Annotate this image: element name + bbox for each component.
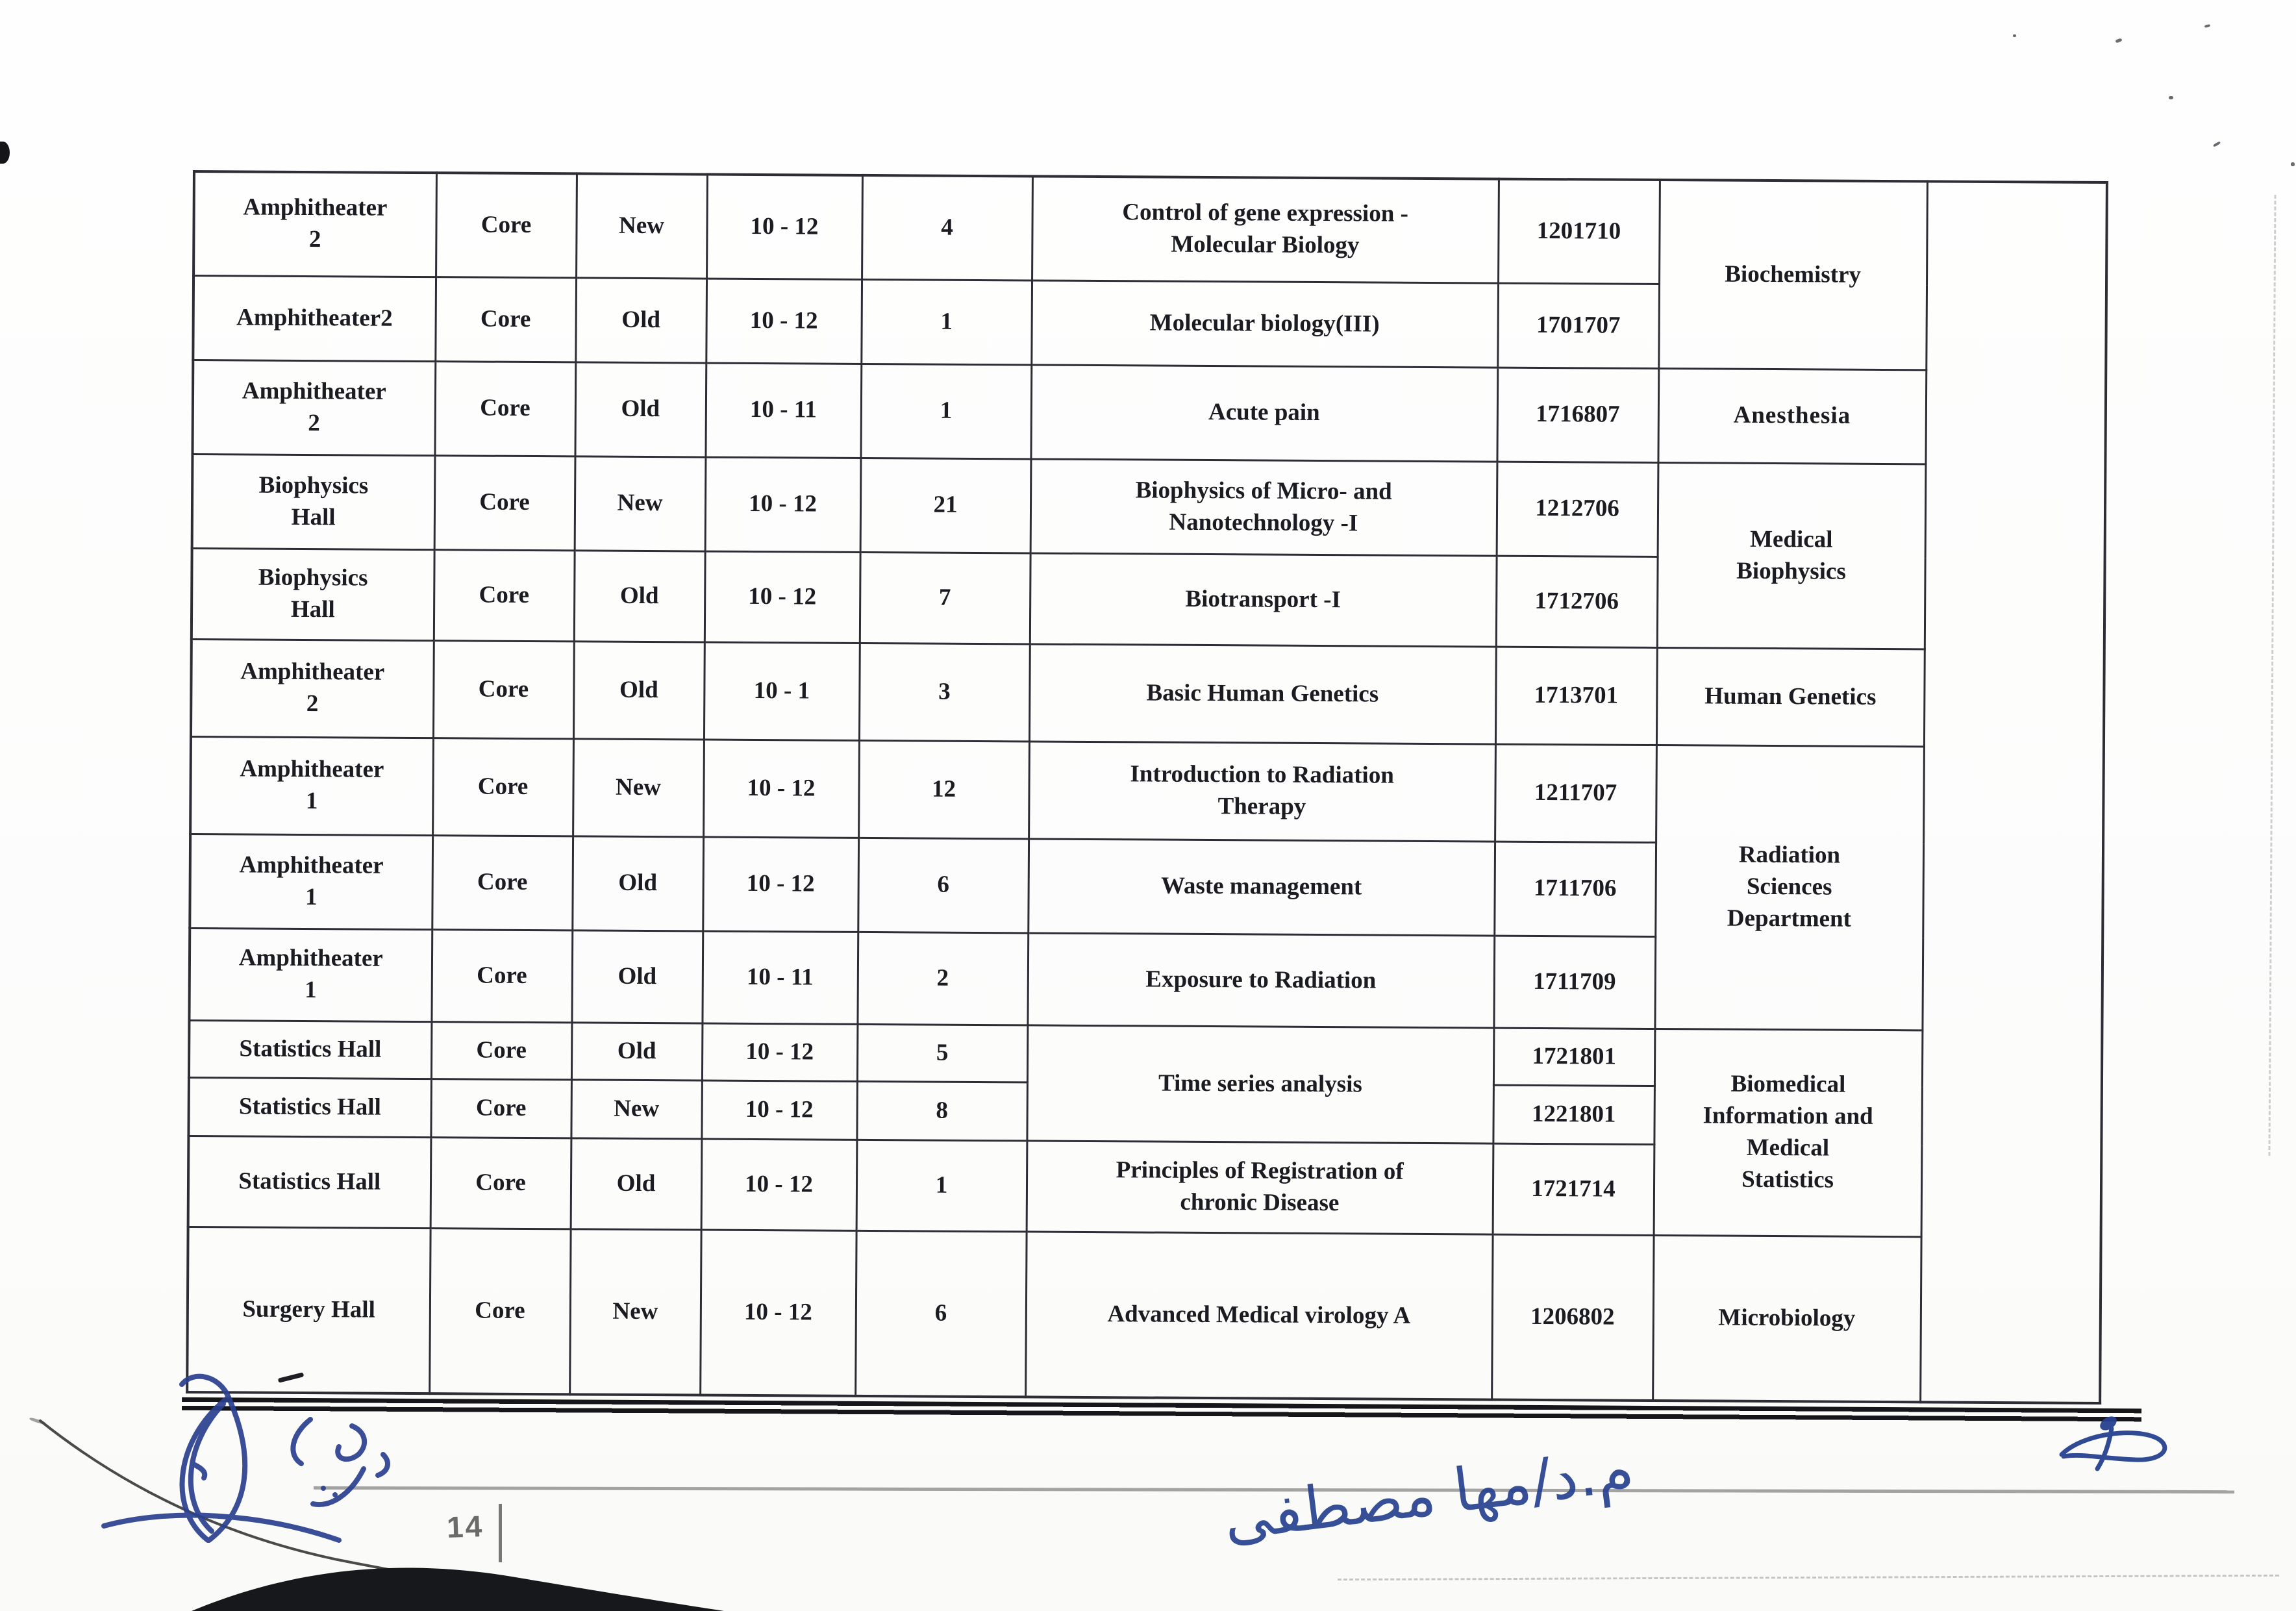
cell-intake: New <box>576 173 707 278</box>
schedule-table-wrap <box>186 170 2106 1405</box>
cell-intake: New <box>571 1079 702 1138</box>
left-edge-ink-blot <box>0 142 10 164</box>
cell-time: 10 - 12 <box>705 457 861 552</box>
scan-speck <box>2115 38 2122 43</box>
cell-time: 10 - 12 <box>705 551 860 643</box>
cell-code: 1712706 <box>1496 556 1658 647</box>
table-row <box>187 1227 2101 1403</box>
table-body <box>187 171 2107 1403</box>
cell-count: 12 <box>858 740 1029 839</box>
cell-course: Waste management <box>1028 838 1495 935</box>
cell-type: Core <box>432 738 573 836</box>
cell-type: Core <box>431 929 572 1022</box>
cell-course: Basic Human Genetics <box>1029 643 1496 743</box>
cell-code: 1212706 <box>1497 462 1658 556</box>
cell-type: Core <box>434 455 575 550</box>
cell-type: Core <box>430 1079 571 1138</box>
cell-type: Core <box>436 173 577 277</box>
cell-course: Molecular biology(III) <box>1031 280 1498 367</box>
cell-dept: Anesthesia <box>1658 368 1926 464</box>
cell-count: 1 <box>861 279 1032 365</box>
cell-code: 1221801 <box>1493 1085 1654 1144</box>
cell-time: 10 - 12 <box>706 279 862 364</box>
cell-hall: Surgery Hall <box>187 1227 430 1393</box>
scan-speck <box>2169 96 2173 99</box>
cell-code: 1721714 <box>1493 1143 1654 1235</box>
cell-time: 10 - 12 <box>701 1080 857 1140</box>
table-row <box>191 639 2104 747</box>
cell-dept: Radiation Sciences Department <box>1654 745 1924 1030</box>
cell-type: Core <box>435 277 576 362</box>
cell-code: 1716807 <box>1497 368 1658 462</box>
cell-intake: New <box>573 738 704 836</box>
cell-hall: Biophysics Hall <box>192 548 434 640</box>
cell-code: 1206802 <box>1491 1234 1653 1401</box>
cell-time: 10 - 11 <box>702 931 858 1024</box>
cell-count: 4 <box>862 175 1032 281</box>
cell-type: Core <box>434 361 575 456</box>
scan-speck <box>2013 34 2016 37</box>
cell-course: Biotransport -I <box>1030 553 1497 646</box>
cell-hall: Amphitheater 1 <box>190 834 432 929</box>
cell-intake: Old <box>572 836 703 930</box>
cell-count: 1 <box>860 364 1031 459</box>
page-curl-line <box>40 1421 588 1596</box>
cell-time: 10 - 12 <box>706 175 862 279</box>
cell-intake: New <box>575 456 706 551</box>
cell-dept: Biochemistry <box>1658 180 1927 369</box>
bottom-right-dashed-line <box>1338 1575 2279 1580</box>
cell-type: Core <box>432 835 573 930</box>
cell-hall: Amphitheater 2 <box>193 171 436 277</box>
cell-dept: Microbiology <box>1653 1235 1921 1402</box>
cell-time: 10 - 12 <box>700 1230 856 1396</box>
cell-dept: Biomedical Information and Medical Statistics <box>1654 1029 1923 1236</box>
cell-code: 1701707 <box>1497 283 1659 368</box>
cell-intake: Old <box>575 362 706 456</box>
cell-course: Time series analysis <box>1027 1025 1493 1143</box>
cell-hall: Amphitheater 2 <box>192 360 435 455</box>
page-number-divider <box>499 1504 502 1562</box>
cell-hall: Amphitheater 1 <box>189 928 432 1021</box>
cell-count: 8 <box>856 1081 1027 1141</box>
cell-intake: Old <box>573 641 705 739</box>
cell-intake: Old <box>571 930 703 1023</box>
schedule-table <box>186 170 2108 1405</box>
cell-intake: Old <box>574 550 705 642</box>
table-row <box>193 171 2107 286</box>
cell-time: 10 - 12 <box>703 837 858 932</box>
cell-code: 1211707 <box>1495 744 1656 842</box>
cell-hall: Amphitheater2 <box>193 275 436 361</box>
cell-dept: Human Genetics <box>1656 647 1925 746</box>
cell-code: 1711706 <box>1494 842 1656 936</box>
corner-shadow <box>192 1568 724 1611</box>
cell-intake: Old <box>575 277 706 362</box>
cell-count: 6 <box>855 1230 1026 1397</box>
cell-hall: Statistics Hall <box>189 1020 432 1079</box>
cell-course: Exposure to Radiation <box>1027 932 1494 1027</box>
table-row <box>190 736 2104 845</box>
cell-extra <box>1920 181 2107 1403</box>
table-row <box>189 1020 2102 1088</box>
cell-hall: Amphitheater 1 <box>190 736 433 835</box>
cell-course: Principles of Registration of chronic Disease <box>1027 1140 1493 1234</box>
cell-code: 1721801 <box>1493 1028 1655 1086</box>
cell-course: Introduction to Radiation Therapy <box>1029 741 1495 841</box>
cell-hall: Statistics Hall <box>188 1136 431 1228</box>
cell-course: Biophysics of Micro- and Nanotechnology -I <box>1030 458 1497 555</box>
handwritten-signature: م.د/مها مصطفى <box>1219 1434 1638 1555</box>
cell-type: Core <box>430 1137 571 1229</box>
table-row <box>192 360 2106 465</box>
table-row <box>192 454 2106 559</box>
cell-time: 10 - 12 <box>702 1023 858 1081</box>
cell-code: 1713701 <box>1495 647 1657 745</box>
cell-type: Core <box>429 1228 570 1394</box>
cell-hall: Biophysics Hall <box>192 454 435 549</box>
cell-time: 10 - 1 <box>704 642 860 740</box>
cell-type: Core <box>431 1021 572 1079</box>
cell-dept: Medical Biophysics <box>1657 462 1926 649</box>
cell-course: Acute pain <box>1030 364 1497 461</box>
right-page-edge-dashed-line <box>2268 195 2276 1156</box>
page-number: 14 <box>446 1509 485 1544</box>
cell-course: Control of gene expression - Molecular Biology <box>1032 176 1499 282</box>
scan-speck <box>29 1417 46 1425</box>
cell-intake: New <box>569 1229 701 1395</box>
cell-count: 5 <box>857 1024 1028 1082</box>
cell-count: 3 <box>859 643 1030 742</box>
cell-hall: Statistics Hall <box>188 1077 431 1137</box>
scan-speck <box>2204 24 2211 28</box>
scan-speck <box>2213 141 2221 147</box>
cell-course: Advanced Medical virology A <box>1025 1231 1492 1399</box>
cell-time: 10 - 12 <box>703 740 859 838</box>
cell-intake: Old <box>571 1022 703 1080</box>
cell-count: 7 <box>860 552 1030 644</box>
cell-count: 1 <box>856 1140 1027 1232</box>
cell-time: 10 - 12 <box>701 1139 857 1230</box>
cell-type: Core <box>433 640 574 738</box>
cell-intake: Old <box>571 1138 702 1229</box>
cell-count: 21 <box>860 458 1031 553</box>
cell-hall: Amphitheater 2 <box>191 639 434 738</box>
cell-count: 6 <box>858 838 1029 933</box>
cell-type: Core <box>434 549 575 641</box>
cell-code: 1711709 <box>1493 936 1655 1029</box>
cell-code: 1201710 <box>1498 179 1660 284</box>
cell-count: 2 <box>857 932 1028 1025</box>
scan-speck <box>2291 162 2295 166</box>
cell-time: 10 - 11 <box>705 363 861 458</box>
